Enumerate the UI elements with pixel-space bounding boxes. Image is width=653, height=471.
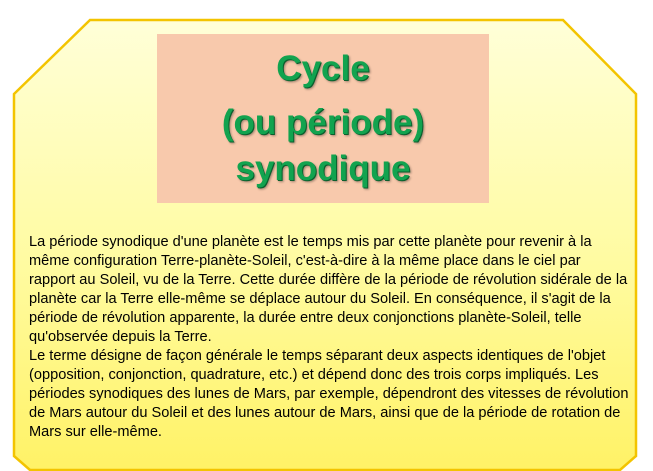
title-line-1: Cycle [276,48,370,88]
title-line-2: (ou période) [221,102,425,142]
body-text [29,233,629,442]
paragraph-general: Le terme désigne de façon générale le temps séparant deux aspects identiques de l'objet (opposition, conjonction, quadrature, etc.) et dépend donc des trois corps impliqués. Les périodes synodiques des lunes de Mars, par exemple, dépendront des vitesses de révolution de Mars autour du Soleil et des lunes autour de Mars, ainsi que de la période de rotation de Mars sur elle-même. [29,348,629,440]
title-line-3: synodique [235,148,411,188]
paragraph-definition: La période synodique d'une planète est le temps mis par cette planète pour revenir à la même configuration Terre-planète-Soleil, c'est-à-dire à la même place dans le ciel par rapport au Soleil, vu de la Terre. Cette durée diffère de la période de révolution sidérale de la planète car la Terre elle-même se déplace autour du Soleil. En conséquence, il s'agit de la période de révolution apparente, la durée entre deux conjonctions planète-Soleil, telle qu'observée depuis la Terre. [29,234,628,345]
title-box [157,34,489,203]
